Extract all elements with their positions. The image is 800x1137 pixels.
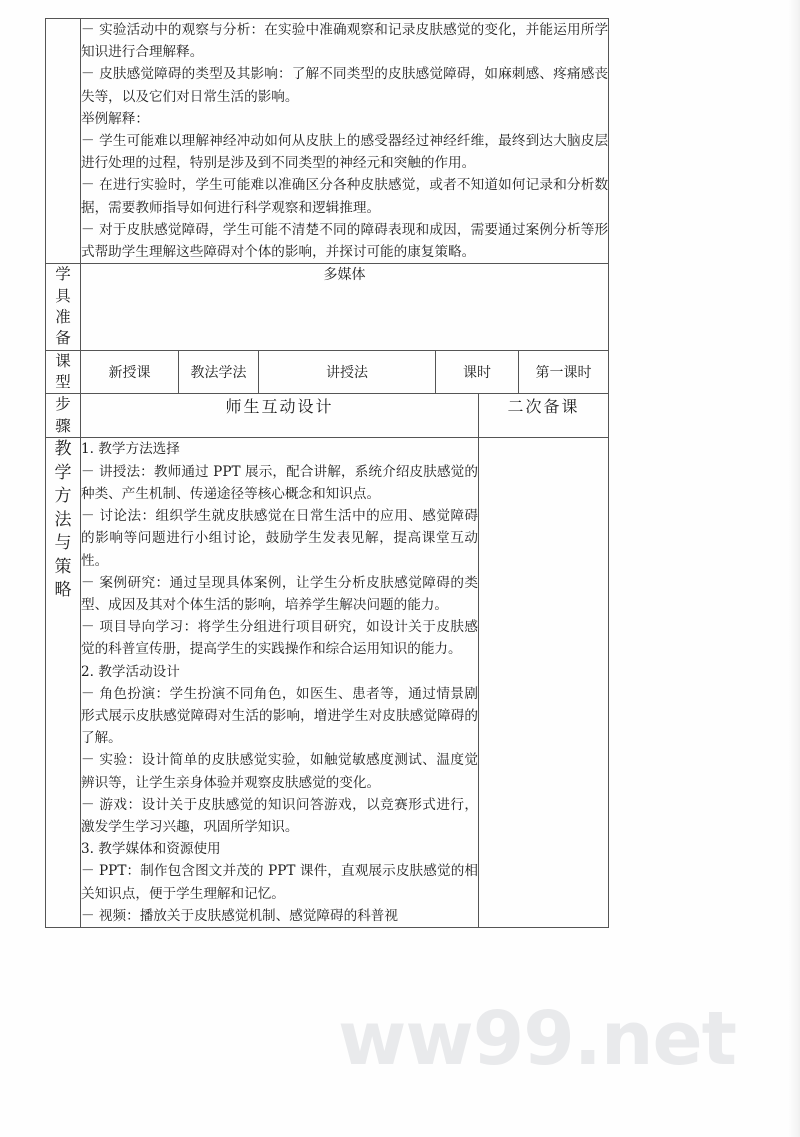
second-prep-content [479,438,609,927]
label-char: 具 [55,286,71,305]
table-row-methods [46,438,609,927]
label-char: 骤 [55,416,71,435]
paragraph: 2. 教学活动设计 [81,663,180,680]
table-row-objectives [46,19,609,264]
label-char: 略 [54,580,72,601]
label-char: 课 [55,351,71,370]
paragraph: － 对于皮肤感觉障碍，学生可能不清楚不同的障碍表现和成因，需要通过案例分析等形式帮助学生理解这些障碍对个体的影响，并探讨可能的康复策略。 [81,221,609,261]
label-char: 步 [55,395,71,414]
interaction-design-header: 师生互动设计 [81,394,479,438]
table-row-steps-header [46,394,609,438]
label-char: 备 [55,329,71,348]
table-row-lesson-type [46,350,609,394]
row-label-methods [46,438,81,927]
paragraph: 3. 教学媒体和资源使用 [81,841,221,858]
method-value: 讲授法 [259,350,436,394]
paragraph: － 视频：播放关于皮肤感觉机制、感觉障碍的科普视 [81,907,398,924]
lesson-type-value: 新授课 [81,350,179,394]
second-prep-header: 二次备课 [479,394,609,438]
paragraph: － 皮肤感觉障碍的类型及其影响：了解不同类型的皮肤感觉障碍，如麻刺感、疼痛感丧失等，以及它们对日常生活的影响。 [81,66,609,105]
paragraph: － 学生可能难以理解神经冲动如何从皮肤上的感受器经过神经纤维，最终到达大脑皮层进行处理的过程，特别是涉及到不同类型的神经元和突触的作用。 [81,133,609,172]
objectives-content [81,19,609,264]
watermark: ww99.net [338,996,737,1082]
paragraph: － 实验活动中的观察与分析：在实验中准确观察和记录皮肤感觉的变化，并能运用所学知识进行合理解释。 [81,22,609,61]
page-edge-shadow [788,0,800,1137]
row-label-materials [46,264,81,351]
table-row-materials [46,264,609,351]
paragraph: － 角色扮演：学生扮演不同角色，如医生、患者等，通过情景剧形式展示皮肤感觉障碍对生活的影响，增进学生对皮肤感觉障碍的了解。 [81,685,478,747]
lesson-plan-table [45,18,609,928]
label-char: 与 [54,533,72,554]
paragraph: － PPT：制作包含图文并茂的 PPT 课件，直观展示皮肤感觉的相关知识点，便于学生理解和记忆。 [81,863,478,902]
row-label-objectives [46,19,81,264]
label-char: 法 [54,509,72,530]
label-char: 准 [55,307,71,326]
period-value: 第一课时 [519,350,609,394]
label-char: 学 [55,265,71,284]
paragraph: － 项目导向学习：将学生分组进行项目研究，如设计关于皮肤感觉的科普宣传册，提高学生的实践操作和综合运用知识的能力。 [81,619,478,658]
paragraph: － 游戏：设计关于皮肤感觉的知识问答游戏，以竞赛形式进行，激发学生学习兴趣，巩固所学知识。 [81,796,478,835]
paragraph: － 讨论法：组织学生就皮肤感觉在日常生活中的应用、感觉障碍的影响等问题进行小组讨论，鼓励学生发表见解，提高课堂互动性。 [81,508,478,569]
label-char: 学 [54,462,72,483]
row-label-steps [46,394,81,438]
label-char: 方 [54,486,72,507]
materials-value: 多媒体 [81,264,609,351]
label-char: 策 [54,556,72,577]
row-label-lesson-type [46,350,81,394]
paragraph: － 实验：设计简单的皮肤感觉实验，如触觉敏感度测试、温度觉辨识等，让学生亲身体验并观察皮肤感觉的变化。 [81,752,478,791]
paragraph: － 在进行实验时，学生可能难以准确区分各种皮肤感觉，或者不知道如何记录和分析数据，需要教师指导如何进行科学观察和逻辑推理。 [81,177,609,216]
paragraph: 举例解释： [81,110,149,127]
paragraph: － 讲授法：教师通过 PPT 展示，配合讲解，系统介绍皮肤感觉的种类、产生机制、传递途径等核心概念和知识点。 [81,463,478,502]
label-char: 教 [54,439,72,460]
paragraph: 1. 教学方法选择 [81,441,180,458]
period-label: 课时 [436,350,519,394]
methods-content [81,438,479,927]
label-char: 型 [55,373,71,392]
method-label: 教法学法 [179,350,259,394]
paragraph: － 案例研究：通过呈现具体案例，让学生分析皮肤感觉障碍的类型、成因及其对个体生活的影响，培养学生解决问题的能力。 [81,574,478,613]
